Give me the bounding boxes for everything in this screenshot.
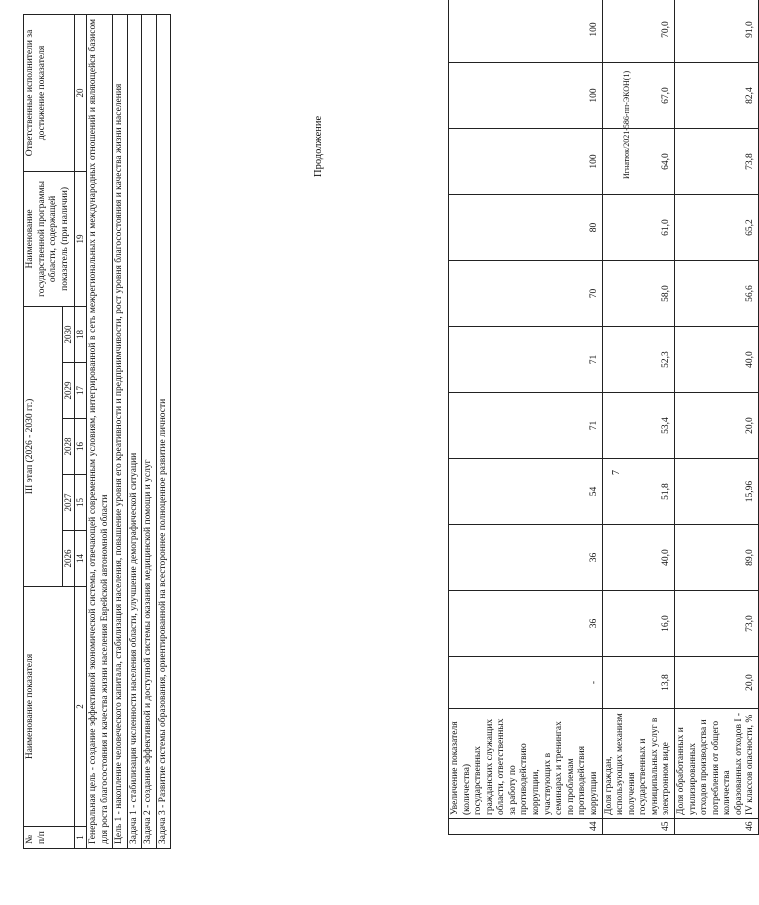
header-stage: III этап (2026 - 2030 гг.) [24,306,63,586]
value-cell: 51,8 [602,459,674,525]
year-cell: 2027 [63,475,75,531]
continuation-label: Продолжение [313,115,324,177]
header-program: Наименование государственной программы области, содержащей показатель (при наличии) [24,171,75,306]
value-cell: 53,4 [602,393,674,459]
header-row [24,14,63,848]
value-cell: 54 [449,459,603,525]
value-cell: 67,0 [602,63,674,129]
value-cell: 13,8 [602,657,674,709]
task-1: Задача 1 - стабилизация численности населения области, улучшение демографической ситуации [127,14,142,848]
value-cell: 80 [449,195,603,261]
value-cell: 61,0 [602,195,674,261]
value-cell: 100 [449,0,603,63]
value-cell: 64,0 [602,129,674,195]
indicators-table-stage3 [23,14,171,849]
year-cell: 2029 [63,363,75,419]
value-cell: - [449,657,603,709]
value-cell: 20,0 [674,393,758,459]
table-row [142,14,157,848]
value-cell: 16,0 [602,591,674,657]
col-number: 16 [75,419,87,475]
col-number: 17 [75,363,87,419]
value-cell: 65,2 [674,195,758,261]
value-cell: 73,0 [674,591,758,657]
year-cell: 2026 [63,531,75,587]
table-row [86,14,112,848]
value-cell: 20,0 [674,657,758,709]
value-cell: 56,6 [674,261,758,327]
value-cell: 15,96 [674,459,758,525]
value-cell: 73,8 [674,129,758,195]
value-cell: 36 [449,525,603,591]
col-number: 19 [75,171,87,306]
value-cell: 36 [449,591,603,657]
value-cell: 100 [449,129,603,195]
col-number: 18 [75,306,87,362]
value-cell: 71 [449,327,603,393]
task-2: Задача 2 - создание эффективной и доступной системы оказания медицинской помощи и услуг [142,14,157,848]
general-goal: Генеральная цель - создание эффективной экономической системы, отвечающей современным условиям, интегрированной в сеть межрегиональных и международных отношений и являющейся базисом для роста благосостояния и качества жизни населения Еврейской автономной области [86,14,112,848]
footer-code: Игнатюк/2021-586-пп-ЭКОН(1) [622,70,631,179]
value-cell: 100 [449,63,603,129]
header-name: Наименование показателя [24,587,75,827]
table-row [156,14,171,848]
value-cell: 52,3 [602,327,674,393]
task-3: Задача 3 - Развитие системы образования, ориентированной на всестороннее полноценное развитие личности [156,14,171,848]
value-cell: 40,0 [602,525,674,591]
value-cell: 70 [449,261,603,327]
header-num: № п/п [24,827,75,849]
col-number: 15 [75,475,87,531]
value-cell: 70,0 [602,0,674,63]
value-cell: 89,0 [674,525,758,591]
table-row [113,14,128,848]
table-row [449,0,603,835]
value-cell: 71 [449,393,603,459]
table-row [602,0,674,835]
row-number: 44 [449,819,603,835]
table-row [127,14,142,848]
page-number: 7 [611,470,622,475]
header-responsible: Ответственные исполнители за достижение показателя [24,14,75,171]
year-cell: 2028 [63,419,75,475]
col-number: 14 [75,531,87,587]
indicator-name: Доля обработанных и утилизированных отходов производства и потребления от общего количества образованных отходов I - IV классов опасности, % [674,709,758,819]
year-cell: 2030 [63,306,75,362]
value-cell: 82,4 [674,63,758,129]
row-number: 45 [602,819,674,835]
row-number: 46 [674,819,758,835]
value-cell: 40,0 [674,327,758,393]
column-numbers-row [75,14,87,848]
indicator-name: Увеличение показателя (количества) государственных гражданских служащих области, ответственных за работу по противодействию коррупции, участвующих в семинарах и тренингах по проблемам противодействия коррупции [449,709,603,819]
col-number: 20 [75,14,87,171]
indicator-name: Доля граждан, использующих механизм получения государственных и муниципальных услуг в электронном виде [602,709,674,819]
goal-1: Цель 1 - накопление человеческого капитала, стабилизация населения, повышение уровня его креативности и предприимчивости, рост уровня благосостояния и качества жизни населения [113,14,128,848]
col-number: 1 [75,827,87,849]
value-cell: 91,0 [674,0,758,63]
indicators-table-top [448,0,759,835]
value-cell: 58,0 [602,261,674,327]
col-number: 2 [75,587,87,827]
table-row [674,0,758,835]
